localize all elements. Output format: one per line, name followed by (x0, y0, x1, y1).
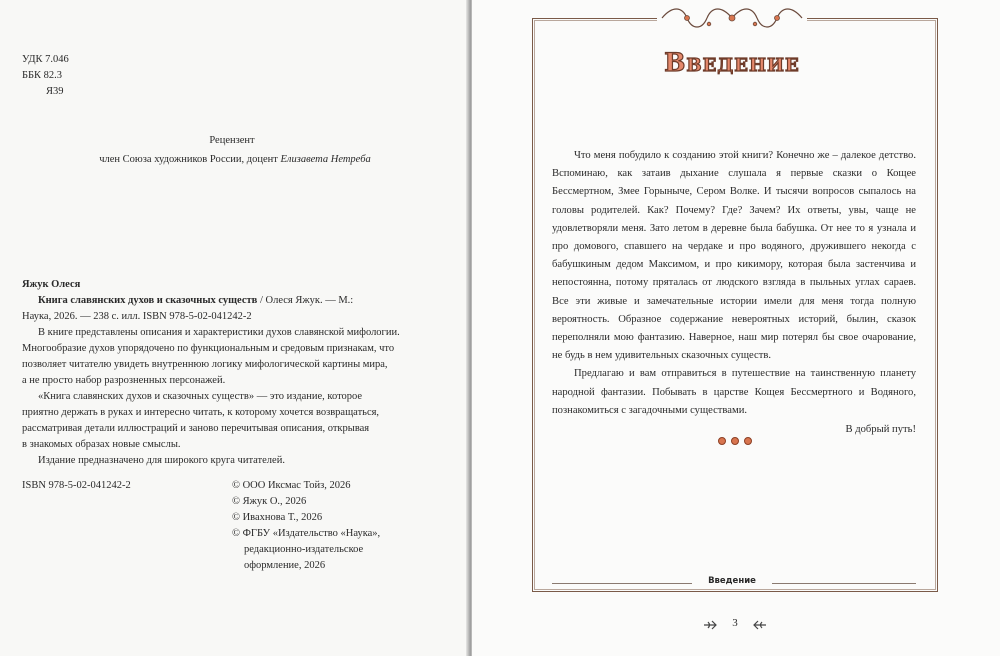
reviewer-line (0, 152, 470, 167)
page-flourish-right-icon (748, 619, 768, 631)
bib-record-line-2: Наука, 2026. — 238 с. илл. ISBN 978-5-02-041242-2 (22, 311, 252, 322)
reviewer-name: Елизавета Нетреба (280, 154, 371, 165)
copyright-line: © Яжук О., 2026 (232, 496, 307, 507)
author-name: Яжук Олеся (22, 279, 81, 290)
footer-rule (552, 583, 692, 584)
annotation-line: «Книга славянских духов и сказочных существ» — это издание, которое (38, 391, 363, 402)
chapter-title: Введение (664, 48, 800, 77)
isbn: ISBN 978-5-02-041242-2 (22, 480, 131, 491)
page-number: 3 (732, 617, 738, 629)
three-dots-divider-icon (718, 432, 757, 450)
page-number-block (702, 617, 768, 633)
audience-note: Издание предназначено для широкого круга читателей. (38, 455, 285, 466)
annotation-line: а не просто набор разрозненных персонажей. (22, 375, 226, 386)
reviewer-heading: Рецензент (209, 135, 255, 146)
annotation-line: рассматривая детали иллюстраций и заново перечитывая описания, открывая (22, 423, 370, 434)
annotation-line: позволяет читателю увидеть внутреннюю логику мифологической картины мира, (22, 359, 388, 370)
annotation-line: В книге представлены описания и характеристики духов славянской мифологии. (38, 327, 400, 338)
bibliographic-record (38, 293, 458, 308)
copyright-line: © ФГБУ «Издательство «Наука», (232, 528, 381, 539)
author-mark: Я39 (46, 86, 64, 97)
top-ornament-icon (657, 4, 807, 30)
annotation-line: в знакомых образах новые смыслы. (22, 439, 181, 450)
running-footer: Введение (694, 576, 770, 586)
signoff: В добрый путь! (845, 424, 916, 435)
annotation-line: приятно держать в руках и интересно читать, к которому хочется возвращаться, (22, 407, 380, 418)
introduction-text (552, 147, 916, 420)
copyright-line: © Ивахнова Т., 2026 (232, 512, 323, 523)
paragraph: Что меня побудило к созданию этой книги? Конечно же – далекое детство. Вспоминаю, как затаив дыхание слушала я первые сказки о Кощее Бессмертном, Змее Горыныче, Сером Волке. И тысячи вопросов сыпалось на головы родителей. Как? Почему? Где? Зачем? Их ответы, увы, чаще не удовлетворяли меня. Зато летом в деревне была бабушка. От нее то я узнала и про домового, спавшего на чердаке и про водяного, дружившего некогда с бабушкиным дедом Максимом, и про кикимору, которая была застенчива и непостоянна, потому пряталась от людского взгляда в пыльных углах сараев. Все эти живые и замечательные истории имели для меня тогда полную вероятность. Образное содержание невероятных историй, былин, сказок переполняли мою фантазию. Наверное, наш мир потерял бы свое очарование, не будь в нем удивительных сказочных существ. (552, 150, 916, 362)
book-title: Книга славянских духов и сказочных существ (38, 295, 258, 306)
udk-code: УДК 7.046 (22, 54, 69, 65)
bbk-code: ББК 82.3 (22, 70, 63, 81)
copyright-line: редакционно-издательское (244, 544, 364, 555)
footer-rule (772, 583, 916, 584)
paragraph: Предлагаю и вам отправиться в путешествие на таинственную планету народной фантазии. Побывать в царстве Кощея Бессмертного и Водяного, познакомиться с загадочными существами. (552, 368, 916, 416)
bib-record-rest: / Олеся Яжук. — М.: (259, 295, 354, 306)
reviewer-position: член Союза художников России, доцент (99, 154, 278, 165)
annotation-line: Многообразие духов упорядочено по функциональным и средовым признакам, что (22, 343, 395, 354)
right-page (472, 0, 1000, 656)
page-flourish-left-icon (702, 619, 722, 631)
copyright-line: оформление, 2026 (244, 560, 326, 571)
left-page (0, 0, 470, 656)
copyright-line: © ООО Иксмас Тойз, 2026 (232, 480, 351, 491)
